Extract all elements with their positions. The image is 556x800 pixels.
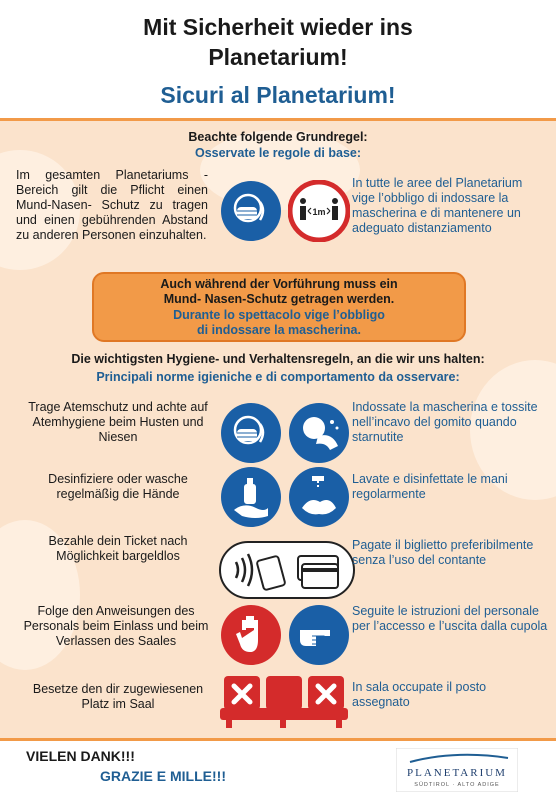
pointing-hand-icon xyxy=(288,604,350,666)
hygiene-heading-it: Principali norme igieniche e di comportamento da osservare: xyxy=(96,370,460,384)
header xyxy=(0,0,556,121)
hygiene-heading-de: Die wichtigsten Hygiene- und Verhaltensregeln, an die wir uns halten: xyxy=(71,352,485,366)
logo-name: PLANETARIUM xyxy=(407,767,507,779)
cinema-seats-icon xyxy=(218,672,350,730)
rule-text-it: Lavate e disinfettate le mani regolarmente xyxy=(352,472,508,501)
mask-person-icon xyxy=(220,180,282,242)
hand-sanitizer-icon xyxy=(220,466,282,528)
contactless-payment-icon xyxy=(218,540,356,600)
rule-text-it: Indossate la mascherina e tossite nell’incavo del gomito quando starnutite xyxy=(352,400,538,444)
basic-rules-text-de: Im gesamten Planetariums - Bereich gilt die Pflicht einen Mund-Nasen- Schutz zu tragen und einen gebührenden Abstand zu anderen Personen einzuhalten. xyxy=(16,168,208,242)
distance-sign-label: 1m xyxy=(312,207,326,217)
notice-it-line2: di indossare la mascherina. xyxy=(197,323,361,337)
rule-text-de: Bezahle dein Ticket nach Möglichkeit bargeldlos xyxy=(48,534,188,563)
stop-hand-icon xyxy=(220,604,282,666)
rule-text-de: Trage Atemschutz und achte auf Atemhygiene beim Husten und Niesen xyxy=(28,400,208,444)
basic-rules-heading-it: Osservate le regole di base: xyxy=(194,146,362,160)
logo-subtitle: SÜDTIROL · ALTO ADIGE xyxy=(414,782,500,788)
notice-box xyxy=(92,272,466,342)
rule-text-de: Folge den Anweisungen des Personals beim Einlass und beim Verlassen des Saales xyxy=(23,604,209,648)
planetarium-logo xyxy=(396,748,518,792)
notice-de-line2: Mund- Nasen-Schutz getragen werden. xyxy=(163,292,395,306)
rule-text-it: In sala occupate il posto assegnato xyxy=(352,680,487,709)
rule-text-de: Besetze den dir zugewiesenen Platz im Saal xyxy=(32,682,204,711)
basic-rules-heading-de: Beachte folgende Grundregel: xyxy=(188,130,368,144)
title-it: Sicuri al Planetarium! xyxy=(160,82,396,108)
rule-text-it: Seguite le istruzioni del personale per l’accesso e l’uscita dalla cupola xyxy=(352,604,548,633)
mask-person-icon xyxy=(220,402,282,464)
thanks-de: VIELEN DANK!!! xyxy=(26,748,135,764)
title-de-line1: Mit Sicherheit wieder ins xyxy=(143,14,413,40)
rule-text-it: Pagate il biglietto preferibilmente senza l’uso del contante xyxy=(352,538,534,567)
cough-elbow-icon xyxy=(288,402,350,464)
notice-de-line1: Auch während der Vorführung muss ein xyxy=(160,277,398,291)
hand-wash-icon xyxy=(288,466,350,528)
distance-1m-icon xyxy=(288,180,350,242)
basic-rules-text-it: In tutte le aree del Planetarium vige l’obbligo di indossare la mascherina e di mantenere un adeguato distanziamento xyxy=(352,176,523,235)
rule-text-de: Desinfiziere oder wasche regelmäßig die Hände xyxy=(48,472,188,501)
title-de-line2: Planetarium! xyxy=(208,44,348,70)
notice-it-line1: Durante lo spettacolo vige l’obbligo xyxy=(173,308,385,322)
thanks-it: GRAZIE E MILLE!!! xyxy=(100,768,226,784)
